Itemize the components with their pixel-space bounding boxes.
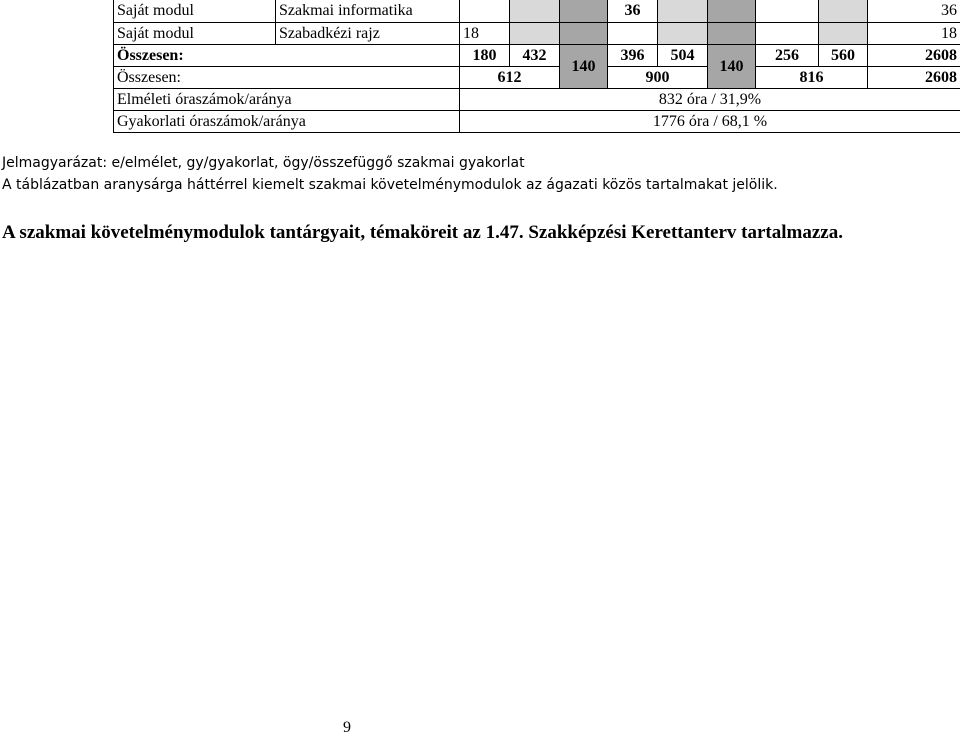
table-row <box>114 0 960 23</box>
module-type-cell: Saját modul <box>114 0 276 23</box>
table-row: Összesen: 612 900 816 2608 <box>114 67 960 89</box>
ratio-label: Elméleti óraszámok/aránya <box>114 89 460 111</box>
subject-cell: Szakmai informatika <box>276 0 460 23</box>
table-row: Összesen: 180 432 140 396 504 140 256 560 2608 <box>114 45 960 67</box>
ratio-value: 832 óra / 31,9% <box>460 89 960 111</box>
legend-text: Jelmagyarázat: e/elmélet, gy/gyakorlat, ögy/összefüggő szakmai gyakorlat <box>2 155 525 171</box>
merged-hours-cell: 140 <box>560 45 608 89</box>
total-cell: 2608 <box>868 67 960 89</box>
total-label: Összesen: <box>114 67 460 89</box>
table-row <box>114 89 960 111</box>
table-row <box>114 23 960 45</box>
hours-cell: 18 <box>460 23 510 45</box>
note-text: A táblázatban aranysárga háttérrel kiemelt szakmai követelménymodulok az ágazati közös tartalmakat jelölik. <box>2 177 778 193</box>
total-cell: 2608 <box>868 45 960 67</box>
section-heading: A szakmai követelménymodulok tantárgyait, témaköreit az 1.47. Szakképzési Kerettanterv tartalmazza. <box>2 222 843 243</box>
subject-cell: Szabadkézi rajz <box>276 23 460 45</box>
module-type-cell: Saját modul <box>114 23 276 45</box>
merged-hours-cell: 140 <box>708 45 756 89</box>
total-cell: 18 <box>868 23 960 45</box>
total-label: Összesen: <box>114 45 460 67</box>
ratio-value: 1776 óra / 68,1 % <box>460 111 960 133</box>
ratio-label: Gyakorlati óraszámok/aránya <box>114 111 460 133</box>
hours-cell: 36 <box>608 0 658 23</box>
page-number: 9 <box>343 719 351 736</box>
table-row <box>114 111 960 133</box>
curriculum-summary-table <box>113 0 960 133</box>
total-cell: 36 <box>868 0 960 23</box>
